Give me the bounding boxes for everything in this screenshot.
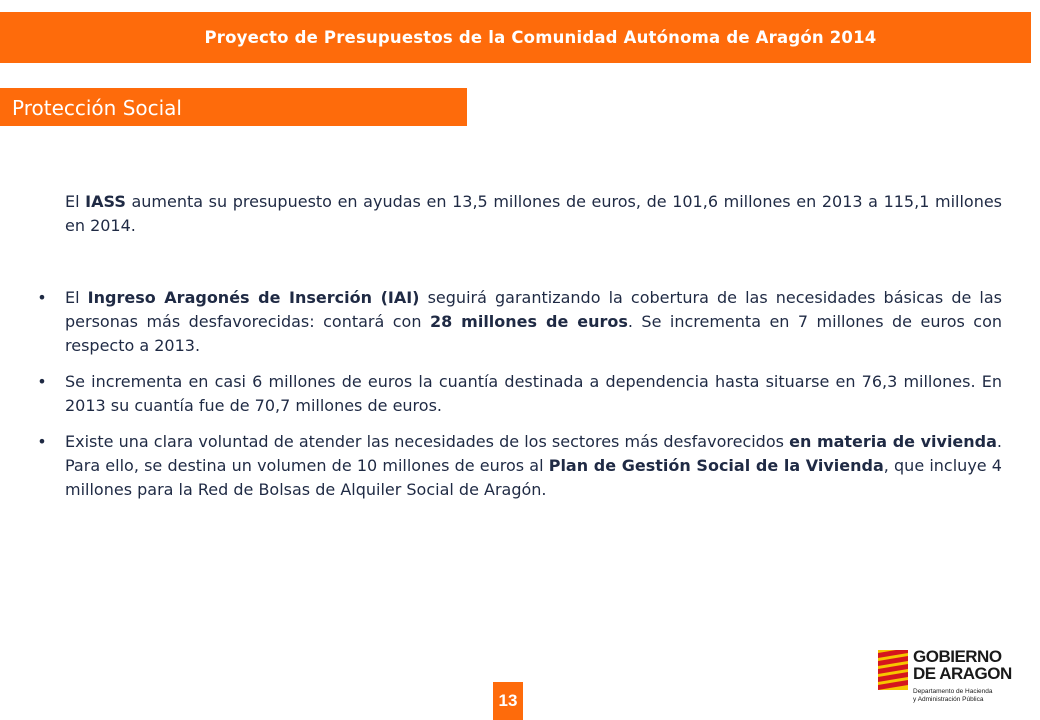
logo-text-line2: DE ARAGON xyxy=(913,664,1012,683)
bullet-icon: • xyxy=(37,432,47,451)
section-title: Protección Social xyxy=(12,96,182,120)
list-item xyxy=(36,286,1002,358)
gobierno-aragon-logo xyxy=(878,644,1028,712)
item1-bold-2: 28 millones de euros xyxy=(429,312,628,331)
item1-text-1: El xyxy=(65,288,88,307)
intro-text-2: aumenta su presupuesto en ayudas en 13,5 millones de euros, de 101,6 millones en 2013 a 115,1 millones en 2014. xyxy=(65,192,1003,235)
item1-text-2: seguirá garantizando la cobertura de las necesidades básicas de las personas más desfavorecidas: contará con xyxy=(65,288,1003,331)
aragon-flag-icon xyxy=(878,650,908,690)
page-number: 13 xyxy=(493,682,523,720)
section-tab xyxy=(0,88,467,126)
item3-bold-2: Plan de Gestión Social de la Vivienda xyxy=(548,456,884,475)
item2-text-1: Se incrementa en casi 6 millones de euros la cuantía destinada a dependencia hasta situarse en 76,3 millones. En 2013 su cuantía fue de 70,7 millones de euros. xyxy=(65,372,1002,415)
bullet-icon: • xyxy=(37,372,47,391)
bullet-icon: • xyxy=(37,288,47,307)
intro-paragraph xyxy=(36,190,1002,238)
header-title: Proyecto de Presupuestos de la Comunidad Autónoma de Aragón 2014 xyxy=(204,28,877,47)
item3-text-2: . Para ello, se destina un volumen de 10 millones de euros al xyxy=(65,432,1003,475)
item3-text-1: Existe una clara voluntad de atender las necesidades de los sectores más desfavorecidos xyxy=(65,432,790,451)
logo-text-line1: GOBIERNO xyxy=(913,647,1002,666)
intro-text-1: El xyxy=(65,192,86,211)
item3-text-3: , que incluye 4 millones para la Red de Bolsas de Alquiler Social de Aragón. xyxy=(65,456,1002,499)
intro-bold-iass: IASS xyxy=(85,192,126,211)
list-item xyxy=(36,430,1002,502)
list-item xyxy=(36,370,1002,418)
header-banner xyxy=(0,12,1031,63)
logo-subtext-line1: Departamento de Hacienda xyxy=(913,688,993,695)
content-body xyxy=(36,190,1002,514)
logo-subtext-line2: y Administración Pública xyxy=(913,696,984,703)
item1-text-3: . Se incrementa en 7 millones de euros con respecto a 2013. xyxy=(65,312,1002,355)
item1-bold-1: Ingreso Aragonés de Inserción (IAI) xyxy=(87,288,420,307)
bullet-list xyxy=(36,286,1002,502)
item3-bold-1: en materia de vivienda xyxy=(789,432,997,451)
